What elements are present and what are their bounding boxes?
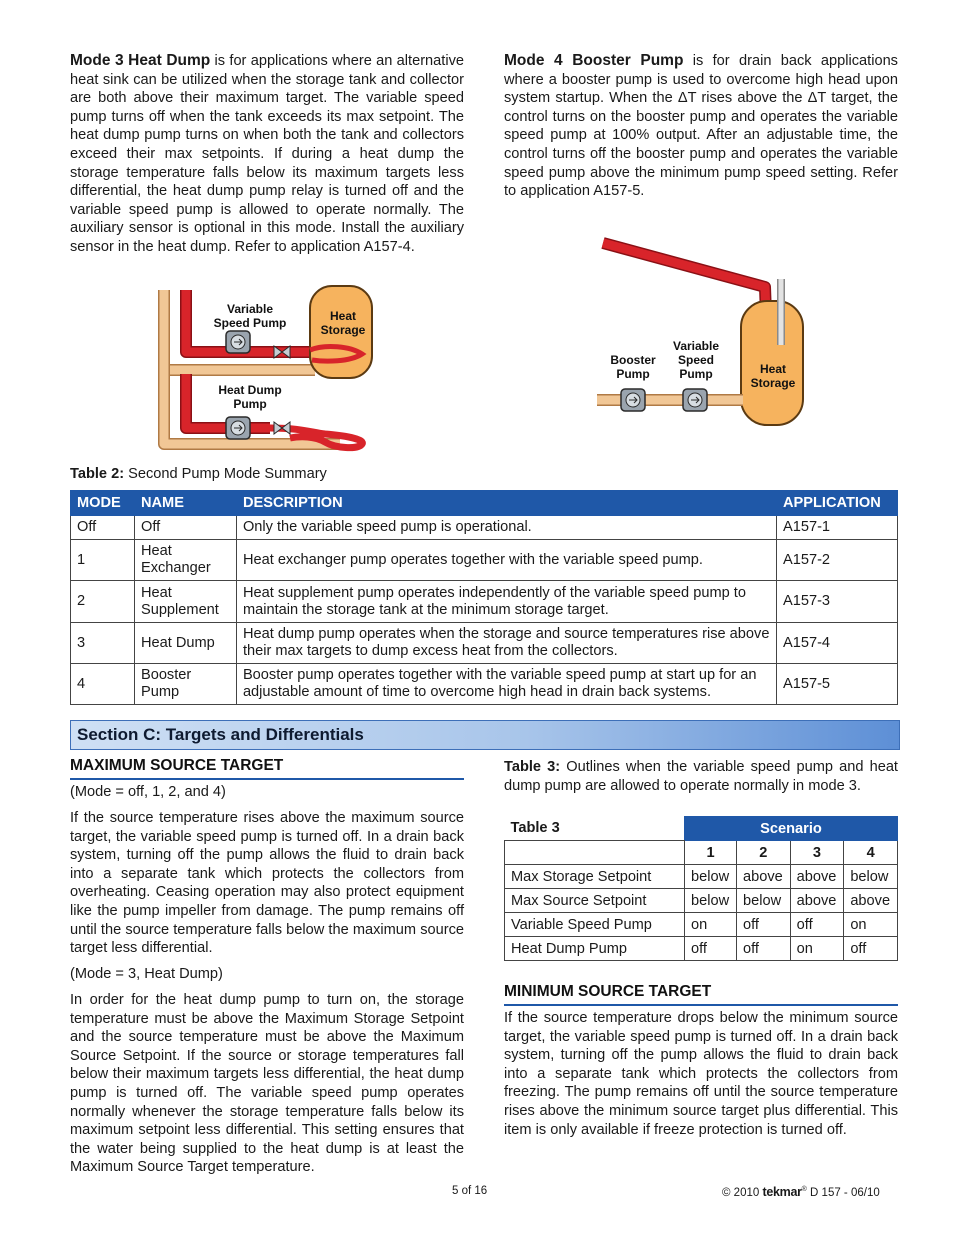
table-row [505, 817, 898, 841]
max-source-heading: MAXIMUM SOURCE TARGET [70, 757, 464, 780]
table-cell: Booster pump operates together with the variable speed pump at start up for an adjustable amount of time to overcome high head in drain back systems. [236, 664, 776, 705]
table-row [505, 841, 898, 865]
table2-header-application: APPLICATION [776, 491, 897, 516]
scenario-number: 2 [737, 841, 791, 865]
registered-mark: ® [801, 1186, 807, 1194]
scenario-number: 1 [685, 841, 737, 865]
right-vsp-label-2: Speed [677, 353, 715, 367]
table-cell: above [790, 889, 844, 913]
left-hd-label-2: Pump [233, 397, 267, 411]
table-cell: Variable Speed Pump [505, 913, 685, 937]
left-vsp-label-1: Variable [226, 302, 274, 316]
table-row [71, 623, 898, 664]
table-row [505, 913, 898, 937]
mode3-paragraph [70, 52, 464, 257]
min-source-paragraph: If the source temperature drops below the minimum source target, the variable speed pump is turned off. In a drain back system, turning off the pump allows the fluid to drain back into a separate tank which protects the collectors from freezing. The pump remains off until the source temperature rises above the minimum source target plus differential. This item is only available if freeze protection is turned off. [504, 1010, 898, 1138]
table-cell: below [685, 889, 737, 913]
table-cell: on [844, 913, 898, 937]
table-cell: Off [71, 516, 135, 540]
right-tank-label-2: Storage [750, 376, 796, 390]
table-cell: Max Source Setpoint [505, 889, 685, 913]
mode4-paragraph [504, 52, 898, 201]
mode3-heading: Mode 3 Heat Dump [70, 52, 211, 69]
mode3-text: is for applications where an alternative heat sink can be utilized when the storage tank and collector are both above their maximum target. The variable speed pump turns off when the tank exceeds its max setpoint. The heat dump pump turns on when both the tank and collectors exceed their max setpoints. If during a heat dump the storage temperature falls below its maximum targets less differential, the heat dump pump relay is turned off and the variable speed pump is allowed to operate normally. The auxiliary sensor is optional in this mode. Install the auxiliary sensor in the heat dump. Refer to application A157-4. [70, 53, 464, 255]
max-source-paragraph-2: In order for the heat dump pump to turn on, the storage temperature must be above the Maximum Storage Setpoint and the source temperature must be above the Maximum Source Setpoint. If the source or storage temperatures fall below their maximum targets less differential, the heat dump pump is turned off. The variable speed pump operates normally whenever the storage temperature falls below its maximum setpoint less differential. This setting ensures that the water being supplied to the heat dump is at least the Maximum Source Target temperature. [70, 992, 464, 1176]
table-cell: on [790, 937, 844, 961]
table-cell: above [790, 865, 844, 889]
footer-copyright-block [722, 1185, 880, 1199]
max-source-paragraph-1: If the source temperature rises above the maximum source target, the variable speed pump is turned off. In a drain back system, turning off the pump allows the fluid to drain back into a separate tank which protects the collectors from overheating. Ceasing operation may also protect equipment like the pump impeller from damage. The pump remains off until the source temperature falls below the maximum source target less differential. [70, 810, 464, 957]
table-cell: off [790, 913, 844, 937]
doc-number: D 157 - 06/10 [810, 1187, 880, 1199]
table-cell: off [685, 937, 737, 961]
max-source-mode-note-1: (Mode = off, 1, 2, and 4) [70, 784, 226, 800]
table-cell: Heat dump pump operates when the storage and source temperatures rise above their max targets to dump excess heat from the collectors. [236, 623, 776, 664]
table-cell: 4 [71, 664, 135, 705]
table-row [71, 581, 898, 623]
right-tank-label-1: Heat [759, 362, 787, 376]
table-cell: Heat Dump [134, 623, 236, 664]
table-row [71, 540, 898, 581]
table-cell: on [685, 913, 737, 937]
left-tank-label-1: Heat [329, 309, 357, 323]
booster-pump-diagram [595, 235, 815, 430]
table3-intro [504, 758, 898, 795]
table2-header-description: DESCRIPTION [236, 491, 776, 516]
scenario-number: 3 [790, 841, 844, 865]
table-row [505, 865, 898, 889]
tekmar-logo: tekmar [762, 1185, 802, 1199]
table-cell: Max Storage Setpoint [505, 865, 685, 889]
table2-caption-bold: Table 2: [70, 466, 125, 482]
table-cell: above [844, 889, 898, 913]
table-cell: off [844, 937, 898, 961]
page-number: 5 of 16 [452, 1185, 488, 1197]
mode4-text: is for drain back applications where a booster pump is used to overcome high head upon system startup. When the ΔT rises above the ΔT target, the control turns on the booster pump and operates the variable speed pump at 100% output. After an adjustable time, the control turns off the booster pump and operates the variable speed pump above the minimum pump speed setting. Refer to application A157-5. [504, 53, 898, 200]
table2-caption [70, 466, 327, 482]
footer-copyright: © 2010 [722, 1187, 760, 1199]
table-cell: Heat exchanger pump operates together with the variable speed pump. [236, 540, 776, 581]
table-cell: Heat Exchanger [134, 540, 236, 581]
right-booster-label-2: Pump [616, 367, 650, 381]
table2-caption-text: Second Pump Mode Summary [124, 466, 327, 482]
table-cell: A157-2 [776, 540, 897, 581]
heat-dump-diagram [150, 284, 380, 459]
table-cell: Booster Pump [134, 664, 236, 705]
table-cell: A157-1 [776, 516, 897, 540]
table-cell: 1 [71, 540, 135, 581]
table-cell: below [737, 889, 791, 913]
mode4-heading: Mode 4 Booster Pump [504, 52, 684, 69]
left-tank-label-2: Storage [320, 323, 366, 337]
table2-header-mode: MODE [71, 491, 135, 516]
table-cell: off [737, 937, 791, 961]
table3-intro-bold: Table 3: [504, 759, 561, 775]
table-row [71, 664, 898, 705]
table-cell: Off [134, 516, 236, 540]
left-hd-label-1: Heat Dump [218, 383, 282, 397]
table2-header-name: NAME [134, 491, 236, 516]
second-pump-mode-table [70, 490, 898, 705]
min-source-heading: MINIMUM SOURCE TARGET [504, 983, 898, 1006]
table-cell: Heat Supplement [134, 581, 236, 623]
table-cell: off [737, 913, 791, 937]
table-cell: A157-5 [776, 664, 897, 705]
table-cell: above [737, 865, 791, 889]
table3-scenario-header: Scenario [685, 817, 898, 841]
table-cell: Only the variable speed pump is operational. [236, 516, 776, 540]
table2-header-row [71, 491, 898, 516]
table-row [505, 937, 898, 961]
table3-intro-text: Outlines when the variable speed pump and heat dump pump are allowed to operate normally in mode 3. [504, 759, 898, 794]
left-vsp-label-2: Speed Pump [213, 316, 287, 330]
right-vsp-label-3: Pump [679, 367, 713, 381]
section-c-header: Section C: Targets and Differentials [70, 720, 900, 750]
table-cell [505, 841, 685, 865]
right-vsp-label-1: Variable [672, 339, 720, 353]
table-cell: A157-4 [776, 623, 897, 664]
table-cell: Heat Dump Pump [505, 937, 685, 961]
table-cell: 2 [71, 581, 135, 623]
table3-label: Table 3 [505, 817, 685, 841]
scenario-number: 4 [844, 841, 898, 865]
table-row [505, 889, 898, 913]
table-cell: below [844, 865, 898, 889]
scenario-table [504, 816, 898, 961]
table-row [71, 516, 898, 540]
max-source-mode-note-2: (Mode = 3, Heat Dump) [70, 966, 223, 982]
table-cell: below [685, 865, 737, 889]
table-cell: 3 [71, 623, 135, 664]
table-cell: Heat supplement pump operates independently of the variable speed pump to maintain the storage tank at the minimum storage target. [236, 581, 776, 623]
table-cell: A157-3 [776, 581, 897, 623]
right-booster-label-1: Booster [610, 353, 656, 367]
